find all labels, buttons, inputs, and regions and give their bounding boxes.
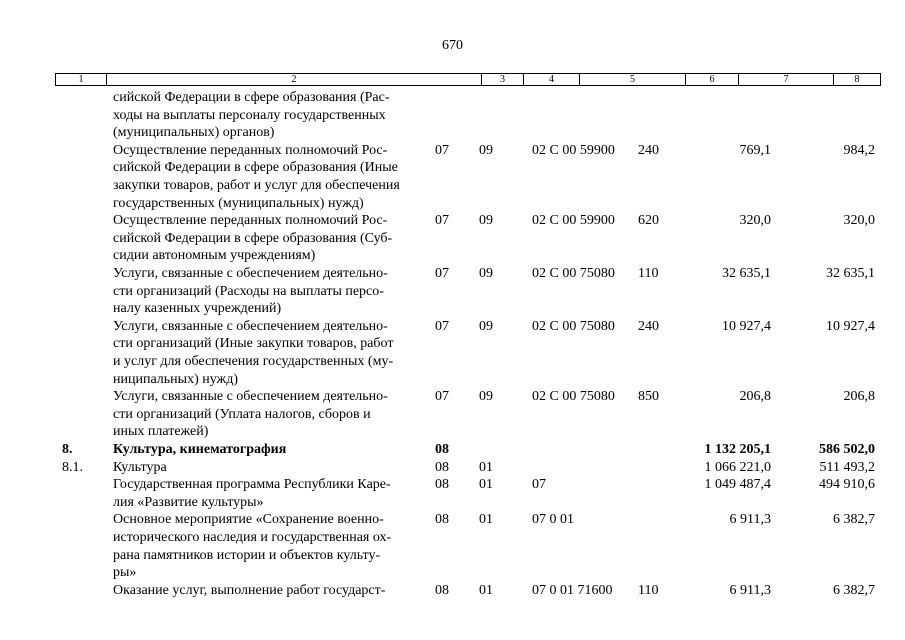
description-line: Культура [113, 459, 167, 475]
amount-col-7: 206,8 [739, 389, 771, 405]
section-code: 07 [435, 213, 449, 229]
header-col-1: 1 [56, 74, 107, 85]
row-description [113, 142, 425, 212]
table-row [0, 265, 905, 318]
amount-col-7: 320,0 [739, 213, 771, 229]
description-line: Культура, кинематография [113, 441, 287, 457]
amount-col-8: 586 502,0 [819, 441, 875, 457]
table-row [0, 582, 905, 600]
description-line: Услуги, связанные с обеспечением деятельно- [113, 389, 388, 405]
section-code: 07 [435, 389, 449, 405]
section-code: 08 [435, 477, 449, 493]
section-code: 08 [435, 441, 449, 457]
target-article-code: 07 [532, 477, 546, 493]
description-line: Оказание услуг, выполнение работ государст- [113, 582, 386, 598]
row-description [113, 388, 425, 441]
description-line: Осуществление переданных полномочий Рос- [113, 142, 388, 158]
table-body [0, 89, 905, 599]
description-line: ходы на выплаты персоналу государственных [113, 107, 386, 123]
header-col-5: 5 [580, 74, 686, 85]
subsection-code: 01 [479, 459, 493, 475]
section-code: 07 [435, 142, 449, 158]
section-code: 07 [435, 318, 449, 334]
expense-type-code: 850 [638, 389, 659, 405]
description-line: рана памятников истории и объектов культу- [113, 547, 381, 563]
description-line: сийской Федерации в сфере образования (Суб- [113, 230, 393, 246]
header-col-7: 7 [739, 74, 834, 85]
table-header [55, 73, 881, 86]
row-description [113, 318, 425, 388]
header-col-2: 2 [107, 74, 482, 85]
description-line: налу казенных учреждений) [113, 301, 282, 317]
target-article-code: 02 С 00 75080 [532, 318, 615, 334]
header-col-4: 4 [524, 74, 580, 85]
table-row [0, 388, 905, 441]
amount-col-7: 1 132 205,1 [704, 441, 771, 457]
expense-type-code: 240 [638, 318, 659, 334]
row-description [113, 212, 425, 265]
section-code: 08 [435, 459, 449, 475]
row-description [113, 476, 425, 511]
description-line: сти организаций (Иные закупки товаров, работ [113, 336, 394, 352]
section-code: 08 [435, 512, 449, 528]
header-col-3: 3 [482, 74, 524, 85]
description-line: (муниципальных) органов) [113, 125, 275, 141]
section-code: 08 [435, 582, 449, 598]
subsection-code: 09 [479, 213, 493, 229]
amount-col-7: 6 911,3 [729, 512, 771, 528]
table-row [0, 89, 905, 142]
subsection-code: 01 [479, 512, 493, 528]
table-row [0, 318, 905, 388]
row-description [113, 511, 425, 581]
description-line: исторического наследия и государственная ох- [113, 529, 392, 545]
row-description [113, 265, 425, 318]
description-line: Услуги, связанные с обеспечением деятельно- [113, 265, 388, 281]
expense-type-code: 620 [638, 213, 659, 229]
target-article-code: 07 0 01 71600 [532, 582, 613, 598]
amount-col-8: 984,2 [843, 142, 875, 158]
description-line: сийской Федерации в сфере образования (Иные [113, 160, 398, 176]
table-row [0, 212, 905, 265]
table-row [0, 459, 905, 477]
subsection-code: 09 [479, 318, 493, 334]
subsection-code: 09 [479, 389, 493, 405]
description-line: сийской Федерации в сфере образования (Рас- [113, 90, 390, 105]
expense-type-code: 110 [638, 265, 659, 281]
amount-col-7: 10 927,4 [722, 318, 771, 334]
amount-col-7: 32 635,1 [722, 265, 771, 281]
table-row [0, 441, 905, 459]
amount-col-7: 1 049 487,4 [704, 477, 771, 493]
target-article-code: 07 0 01 [532, 512, 574, 528]
target-article-code: 02 С 00 75080 [532, 265, 615, 281]
description-line: закупки товаров, работ и услуг для обеспечения [113, 177, 400, 193]
description-line: лия «Развитие культуры» [113, 494, 264, 510]
amount-col-7: 1 066 221,0 [704, 459, 771, 475]
description-line: Государственная программа Республики Каре- [113, 477, 391, 493]
description-line: и услуг для обеспечения государственных (му- [113, 353, 394, 369]
section-code: 07 [435, 265, 449, 281]
target-article-code: 02 С 00 75080 [532, 389, 615, 405]
amount-col-8: 494 910,6 [819, 477, 875, 493]
description-line: Основное мероприятие «Сохранение военно- [113, 512, 384, 528]
page-number: 670 [442, 38, 463, 53]
amount-col-8: 6 382,7 [833, 512, 875, 528]
amount-col-8: 206,8 [843, 389, 875, 405]
header-col-8: 8 [854, 74, 860, 85]
amount-col-7: 6 911,3 [729, 582, 771, 598]
row-description [113, 582, 425, 600]
table-row [0, 142, 905, 212]
description-line: ниципальных) нужд) [113, 371, 238, 387]
row-description [113, 459, 425, 477]
description-line: Услуги, связанные с обеспечением деятельно- [113, 318, 388, 334]
amount-col-8: 320,0 [843, 213, 875, 229]
table-row [0, 511, 905, 581]
row-number: 8. [62, 441, 73, 457]
header-col-6: 6 [686, 74, 739, 85]
amount-col-8: 6 382,7 [833, 582, 875, 598]
target-article-code: 02 С 00 59900 [532, 142, 615, 158]
description-line: Осуществление переданных полномочий Рос- [113, 213, 388, 229]
row-description [113, 441, 425, 459]
amount-col-8: 32 635,1 [826, 265, 875, 281]
subsection-code: 09 [479, 142, 493, 158]
row-number: 8.1. [62, 459, 83, 475]
description-line: сидии автономным учреждениям) [113, 248, 316, 264]
table-row [0, 476, 905, 511]
amount-col-7: 769,1 [739, 142, 771, 158]
subsection-code: 01 [479, 477, 493, 493]
subsection-code: 09 [479, 265, 493, 281]
expense-type-code: 240 [638, 142, 659, 158]
description-line: сти организаций (Уплата налогов, сборов и [113, 406, 371, 422]
description-line: сти организаций (Расходы на выплаты персо- [113, 283, 384, 299]
description-line: ры» [113, 565, 137, 581]
target-article-code: 02 С 00 59900 [532, 213, 615, 229]
description-line: государственных (муниципальных) нужд) [113, 195, 364, 211]
row-description [113, 89, 425, 142]
amount-col-8: 511 493,2 [819, 459, 875, 475]
description-line: иных платежей) [113, 424, 209, 440]
subsection-code: 01 [479, 582, 493, 598]
expense-type-code: 110 [638, 582, 659, 598]
amount-col-8: 10 927,4 [826, 318, 875, 334]
